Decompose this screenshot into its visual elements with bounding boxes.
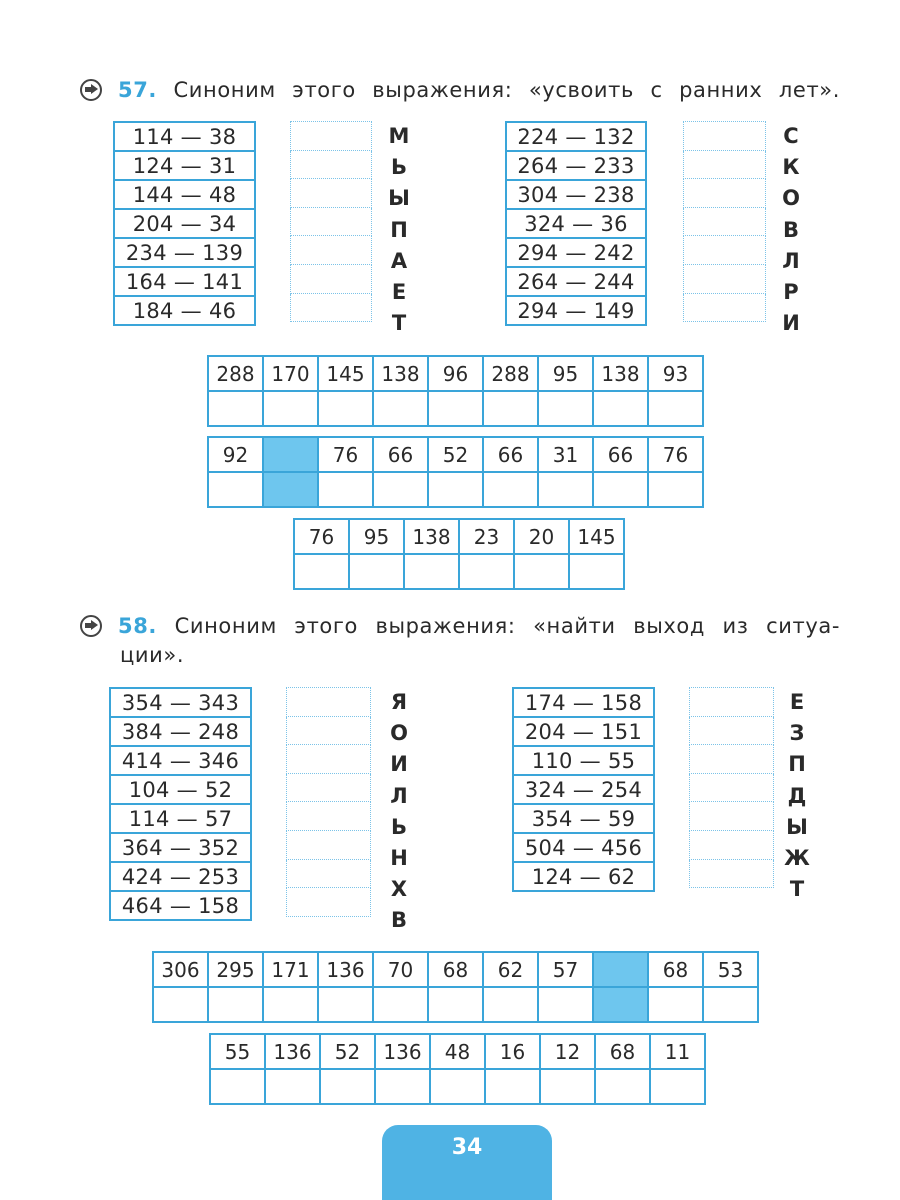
number-cell: 57 xyxy=(538,952,593,987)
expression-cell: 504 — 456 xyxy=(513,833,654,862)
space-cell xyxy=(593,952,648,987)
task-58-grid-1 xyxy=(152,951,759,1023)
letter-input-cell[interactable] xyxy=(349,554,404,589)
letter-input-cell[interactable] xyxy=(263,987,318,1022)
letter: К xyxy=(782,155,800,180)
task-57-text: Синоним этого выражения: «усвоить с ранних лет». xyxy=(173,78,840,102)
letter-input-cell[interactable] xyxy=(648,472,703,507)
letter: П xyxy=(788,752,806,777)
letter-input-cell[interactable] xyxy=(153,987,208,1022)
letter-input-cell[interactable] xyxy=(538,987,593,1022)
expression-cell: 114 — 57 xyxy=(110,804,251,833)
expression-cell: 414 — 346 xyxy=(110,746,251,775)
arrow-right-circle-icon xyxy=(80,79,102,101)
letter: Ж xyxy=(784,845,810,870)
expression-cell: 110 — 55 xyxy=(513,746,654,775)
number-cell: 76 xyxy=(294,519,349,554)
task-58-right-answers xyxy=(689,687,774,888)
letter-input-cell[interactable] xyxy=(208,391,263,426)
answer-cell[interactable] xyxy=(684,122,766,151)
letter-input-cell[interactable] xyxy=(318,391,373,426)
expression-cell: 204 — 34 xyxy=(114,209,255,238)
letter: М xyxy=(388,124,410,148)
task-57-grid-2 xyxy=(207,436,704,508)
expression-cell: 364 — 352 xyxy=(110,833,251,862)
letter-input-cell[interactable] xyxy=(318,472,373,507)
answer-cell[interactable] xyxy=(287,802,371,831)
answer-cell[interactable] xyxy=(690,716,774,745)
task-58-text: Синоним этого выражения: «найти выход из ситуа- xyxy=(174,614,840,638)
letter: А xyxy=(390,248,408,273)
letter-input-cell[interactable] xyxy=(263,391,318,426)
letter-input-cell[interactable] xyxy=(483,391,538,426)
task-57-right-letters xyxy=(776,121,806,339)
letter-input-cell[interactable] xyxy=(428,987,483,1022)
letter: Н xyxy=(390,845,408,870)
letter-input-cell[interactable] xyxy=(514,554,569,589)
number-cell: 70 xyxy=(373,952,428,987)
task-57-grid-1 xyxy=(207,355,704,427)
answer-cell[interactable] xyxy=(684,236,766,265)
number-cell: 76 xyxy=(318,437,373,472)
letter: Х xyxy=(390,877,408,902)
expression-cell: 304 — 238 xyxy=(506,180,646,209)
number-cell: 145 xyxy=(569,519,624,554)
number-cell: 93 xyxy=(648,356,703,391)
letter-input-cell[interactable] xyxy=(650,1069,705,1104)
expression-cell: 224 — 132 xyxy=(506,122,646,151)
number-cell: 136 xyxy=(265,1034,320,1069)
letter-input-cell[interactable] xyxy=(428,472,483,507)
letter-input-cell[interactable] xyxy=(459,554,514,589)
number-cell: 96 xyxy=(428,356,483,391)
number-cell: 68 xyxy=(648,952,703,987)
task-57-heading xyxy=(80,76,840,105)
task-58-right-letters xyxy=(782,687,812,905)
number-cell: 288 xyxy=(483,356,538,391)
letter-input-cell[interactable] xyxy=(404,554,459,589)
expression-cell: 114 — 38 xyxy=(114,122,255,151)
task-58-left-expressions xyxy=(109,687,252,921)
number-cell: 52 xyxy=(320,1034,375,1069)
number-cell: 11 xyxy=(650,1034,705,1069)
answer-cell[interactable] xyxy=(287,773,371,802)
letter: В xyxy=(390,908,407,933)
answer-cell[interactable] xyxy=(287,688,371,717)
letter-input-cell[interactable] xyxy=(294,554,349,589)
number-cell: 68 xyxy=(595,1034,650,1069)
letter: З xyxy=(789,721,805,746)
letter-input-cell[interactable] xyxy=(210,1069,265,1104)
number-cell: 136 xyxy=(375,1034,430,1069)
answer-cell[interactable] xyxy=(690,773,774,802)
expression-cell: 354 — 59 xyxy=(513,804,654,833)
expression-cell: 324 — 36 xyxy=(506,209,646,238)
expression-cell: 294 — 149 xyxy=(506,296,646,325)
letter: Р xyxy=(783,279,799,304)
number-cell: 20 xyxy=(514,519,569,554)
letter: С xyxy=(783,124,799,148)
number-cell: 306 xyxy=(153,952,208,987)
space-cell xyxy=(263,437,318,472)
answer-cell[interactable] xyxy=(291,179,372,208)
answer-cell[interactable] xyxy=(690,830,774,859)
number-cell: 31 xyxy=(538,437,593,472)
expression-cell: 104 — 52 xyxy=(110,775,251,804)
answer-cell[interactable] xyxy=(684,150,766,179)
answer-cell[interactable] xyxy=(291,264,372,293)
number-cell: 16 xyxy=(485,1034,540,1069)
letter-input-cell[interactable] xyxy=(320,1069,375,1104)
number-cell: 145 xyxy=(318,356,373,391)
letter: Ь xyxy=(390,155,407,180)
number-cell: 55 xyxy=(210,1034,265,1069)
letter-input-cell[interactable] xyxy=(483,472,538,507)
number-cell: 52 xyxy=(428,437,483,472)
letter-input-cell[interactable] xyxy=(483,987,538,1022)
answer-cell[interactable] xyxy=(291,207,372,236)
task-58-right-expressions xyxy=(512,687,655,892)
letter-input-cell[interactable] xyxy=(593,391,648,426)
task-58-text-continued: ции». xyxy=(120,643,185,667)
letter-input-cell[interactable] xyxy=(373,987,428,1022)
task-57-left-expressions xyxy=(113,121,256,326)
letter-input-cell[interactable] xyxy=(208,987,263,1022)
number-cell: 92 xyxy=(208,437,263,472)
answer-cell[interactable] xyxy=(684,264,766,293)
number-cell: 68 xyxy=(428,952,483,987)
letter-input-cell[interactable] xyxy=(373,391,428,426)
number-cell: 76 xyxy=(648,437,703,472)
letter-input-cell[interactable] xyxy=(373,472,428,507)
number-cell: 66 xyxy=(593,437,648,472)
letter: Ы xyxy=(388,186,410,211)
letter-input-cell[interactable] xyxy=(538,472,593,507)
answer-cell[interactable] xyxy=(690,859,774,888)
letter: Е xyxy=(789,690,805,714)
task-58-heading xyxy=(80,612,840,670)
answer-cell[interactable] xyxy=(684,293,766,322)
expression-cell: 204 — 151 xyxy=(513,717,654,746)
number-cell: 295 xyxy=(208,952,263,987)
number-cell: 95 xyxy=(349,519,404,554)
letter: В xyxy=(782,217,799,242)
letter-input-cell[interactable] xyxy=(430,1069,485,1104)
expression-cell: 174 — 158 xyxy=(513,688,654,717)
task-58-grid-2 xyxy=(209,1033,706,1105)
number-cell: 66 xyxy=(373,437,428,472)
answer-cell[interactable] xyxy=(690,688,774,717)
number-cell: 136 xyxy=(318,952,373,987)
letter-input-cell[interactable] xyxy=(375,1069,430,1104)
answer-cell[interactable] xyxy=(291,150,372,179)
number-cell: 48 xyxy=(430,1034,485,1069)
number-cell: 62 xyxy=(483,952,538,987)
answer-cell[interactable] xyxy=(684,179,766,208)
answer-cell[interactable] xyxy=(287,859,371,888)
expression-cell: 264 — 233 xyxy=(506,151,646,180)
arrow-right-circle-icon xyxy=(80,615,102,637)
expression-cell: 184 — 46 xyxy=(114,296,255,325)
number-cell: 288 xyxy=(208,356,263,391)
letter-input-cell[interactable] xyxy=(648,987,703,1022)
letter: П xyxy=(390,217,408,242)
number-cell: 138 xyxy=(404,519,459,554)
expression-cell: 464 — 158 xyxy=(110,891,251,920)
letter: О xyxy=(782,186,800,211)
task-58-left-answers xyxy=(286,687,371,917)
letter-input-cell[interactable] xyxy=(265,1069,320,1104)
letter-input-cell[interactable] xyxy=(703,987,758,1022)
task-58-left-letters xyxy=(384,687,414,937)
expression-cell: 234 — 139 xyxy=(114,238,255,267)
letter-input-cell[interactable] xyxy=(593,472,648,507)
letter-input-cell[interactable] xyxy=(595,1069,650,1104)
expression-cell: 294 — 242 xyxy=(506,238,646,267)
letter: О xyxy=(390,721,408,746)
letter-input-cell[interactable] xyxy=(648,391,703,426)
number-cell: 171 xyxy=(263,952,318,987)
answer-cell[interactable] xyxy=(287,830,371,859)
letter-input-cell[interactable] xyxy=(208,472,263,507)
expression-cell: 264 — 244 xyxy=(506,267,646,296)
number-cell: 138 xyxy=(373,356,428,391)
expression-cell: 124 — 31 xyxy=(114,151,255,180)
expression-cell: 424 — 253 xyxy=(110,862,251,891)
expression-cell: 144 — 48 xyxy=(114,180,255,209)
answer-cell[interactable] xyxy=(684,207,766,236)
number-cell: 138 xyxy=(593,356,648,391)
letter-input-cell[interactable] xyxy=(569,554,624,589)
answer-cell[interactable] xyxy=(287,716,371,745)
letter: И xyxy=(390,752,408,777)
letter: Л xyxy=(390,783,408,808)
letter: Ы xyxy=(786,814,808,839)
space-cell xyxy=(593,987,648,1022)
number-cell: 12 xyxy=(540,1034,595,1069)
task-58-number: 58. xyxy=(118,614,158,638)
page-number-tab xyxy=(382,1125,552,1200)
expression-cell: 164 — 141 xyxy=(114,267,255,296)
task-57-left-answers xyxy=(290,121,372,322)
letter: Т xyxy=(789,877,805,902)
number-cell: 66 xyxy=(483,437,538,472)
expression-cell: 384 — 248 xyxy=(110,717,251,746)
letter: Л xyxy=(782,248,800,273)
number-cell: 53 xyxy=(703,952,758,987)
space-cell xyxy=(263,472,318,507)
letter: Ь xyxy=(390,814,407,839)
number-cell: 170 xyxy=(263,356,318,391)
letter-input-cell[interactable] xyxy=(540,1069,595,1104)
letter: Т xyxy=(391,311,407,336)
expression-cell: 354 — 343 xyxy=(110,688,251,717)
answer-cell[interactable] xyxy=(287,745,371,774)
letter: Д xyxy=(787,783,807,808)
letter-input-cell[interactable] xyxy=(428,391,483,426)
letter-input-cell[interactable] xyxy=(485,1069,540,1104)
letter-input-cell[interactable] xyxy=(318,987,373,1022)
page-number: 34 xyxy=(451,1135,483,1160)
answer-cell[interactable] xyxy=(291,236,372,265)
letter: Я xyxy=(390,690,408,714)
expression-cell: 124 — 62 xyxy=(513,862,654,891)
number-cell: 95 xyxy=(538,356,593,391)
task-57-right-answers xyxy=(683,121,766,322)
letter: И xyxy=(782,311,800,336)
answer-cell[interactable] xyxy=(291,122,372,151)
task-57-number: 57. xyxy=(118,78,158,102)
answer-cell[interactable] xyxy=(690,802,774,831)
answer-cell[interactable] xyxy=(291,293,372,322)
letter-input-cell[interactable] xyxy=(538,391,593,426)
letter: Е xyxy=(391,279,407,304)
expression-cell: 324 — 254 xyxy=(513,775,654,804)
answer-cell[interactable] xyxy=(287,888,371,917)
answer-cell[interactable] xyxy=(690,745,774,774)
task-57-right-expressions xyxy=(505,121,647,326)
task-57-left-letters xyxy=(384,121,414,339)
task-57-grid-3 xyxy=(293,518,625,590)
number-cell: 23 xyxy=(459,519,514,554)
